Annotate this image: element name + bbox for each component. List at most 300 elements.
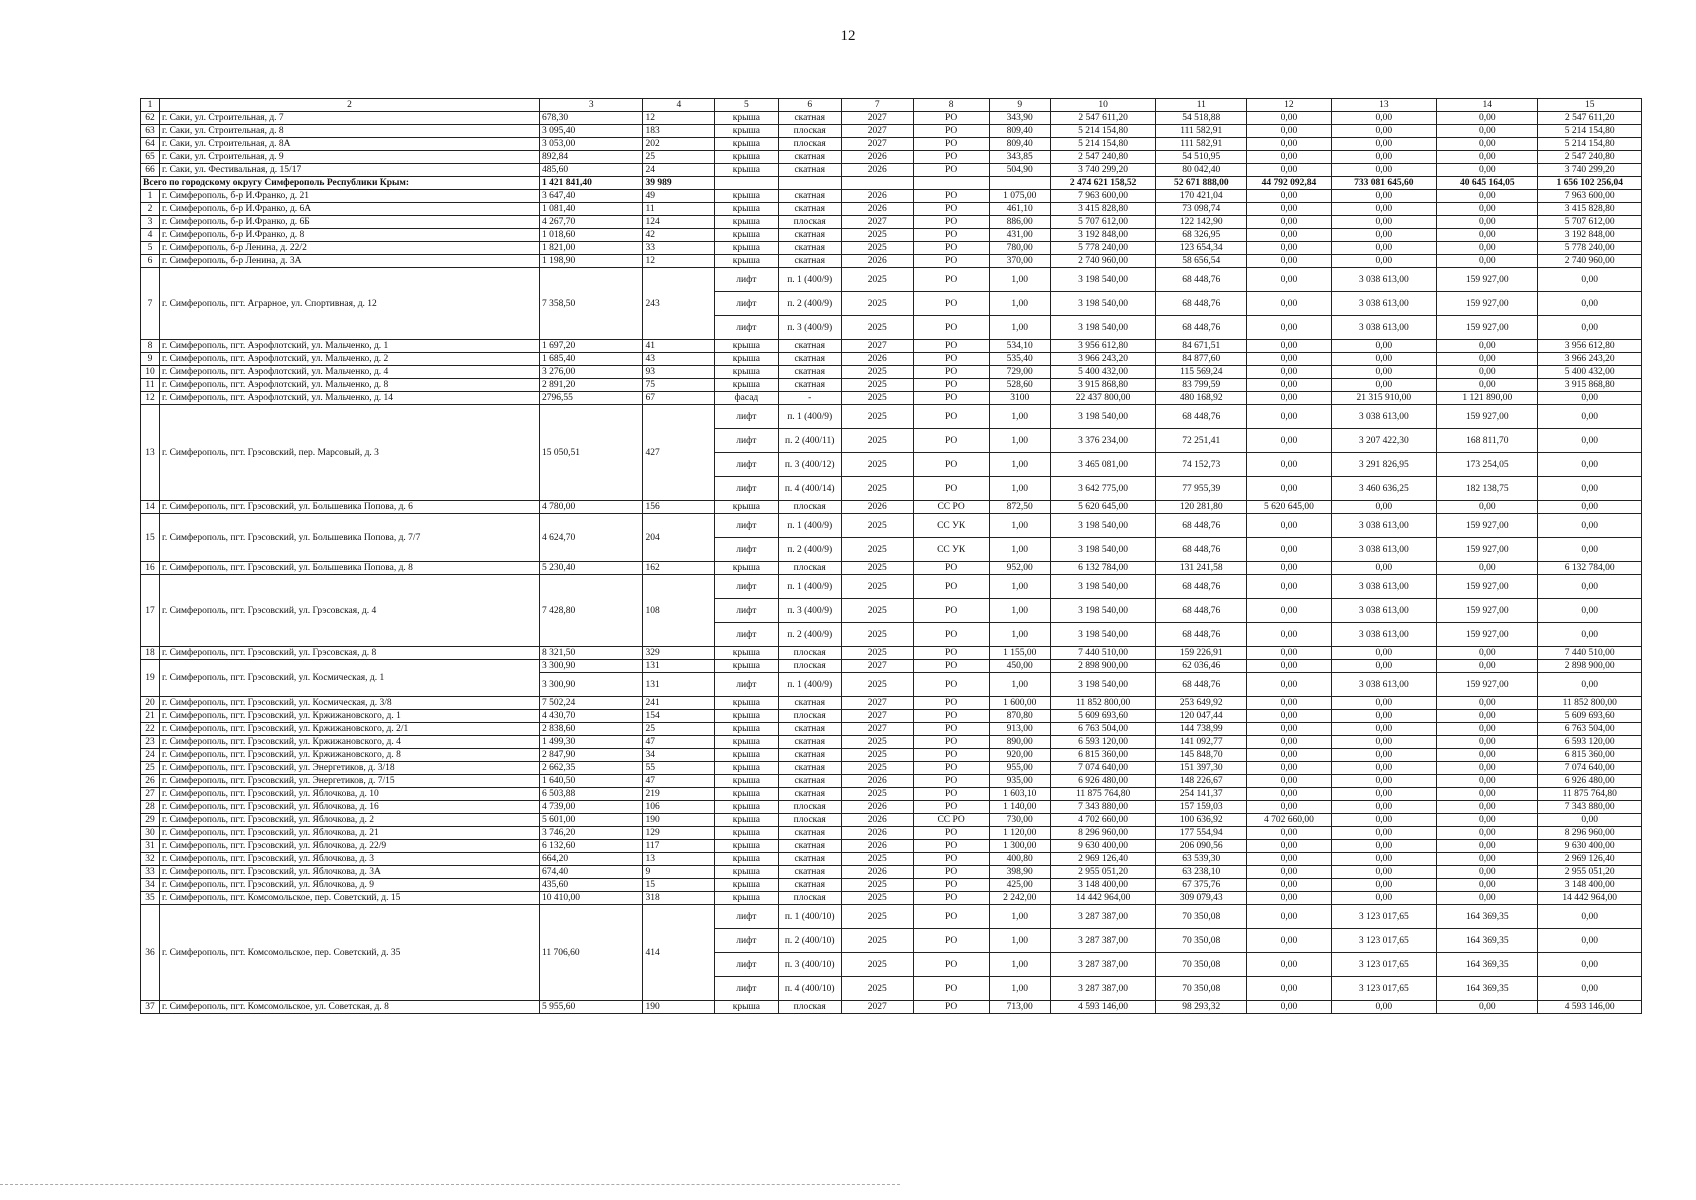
work-type-cell: крыша	[715, 647, 778, 660]
work-subtype-cell: п. 1 (400/9)	[778, 405, 841, 429]
total-area-cell: 3 095,40	[540, 125, 643, 138]
volume-cell: 1,00	[989, 977, 1050, 1001]
work-subtype-cell: скатная	[778, 762, 841, 775]
work-type-cell: лифт	[715, 538, 778, 562]
unit-cost-cell: 148 226,67	[1156, 775, 1247, 788]
table-row	[141, 814, 1642, 827]
owner-funds-cell: 0,00	[1247, 977, 1331, 1001]
column-number-header: 4	[643, 99, 715, 112]
regional-funds-cell: 159 927,00	[1437, 599, 1538, 623]
operator-funds-cell: 2 547 611,20	[1538, 112, 1642, 125]
federal-funds-cell: 0,00	[1331, 788, 1437, 801]
unit-cost-cell: 63 238,10	[1156, 866, 1247, 879]
owner-funds-cell: 0,00	[1247, 340, 1331, 353]
unit-cost-cell: 111 582,91	[1156, 125, 1247, 138]
unit-cost-cell: 63 539,30	[1156, 853, 1247, 866]
table-row	[141, 1001, 1642, 1014]
work-type-cell: крыша	[715, 216, 778, 229]
row-number: 14	[141, 501, 160, 514]
regional-funds-cell: 173 254,05	[1437, 453, 1538, 477]
regional-funds-cell: 0,00	[1437, 749, 1538, 762]
fund-method-cell: РО	[913, 953, 989, 977]
work-type-cell: крыша	[715, 164, 778, 177]
residents-cell: 33	[643, 242, 715, 255]
owner-funds-cell: 0,00	[1247, 268, 1331, 292]
work-type-cell: крыша	[715, 749, 778, 762]
work-subtype-cell: п. 2 (400/9)	[778, 292, 841, 316]
volume-cell: 1,00	[989, 673, 1050, 697]
volume-cell: 1 120,00	[989, 827, 1050, 840]
volume-cell: 1 603,10	[989, 788, 1050, 801]
unit-cost-cell: 70 350,08	[1156, 953, 1247, 977]
unit-cost-cell: 480 168,92	[1156, 392, 1247, 405]
federal-funds-cell: 3 038 613,00	[1331, 316, 1437, 340]
fund-method-cell: РО	[913, 710, 989, 723]
fund-method-cell: РО	[913, 827, 989, 840]
volume-cell: 1,00	[989, 538, 1050, 562]
regional-funds-cell: 159 927,00	[1437, 538, 1538, 562]
unit-cost-cell: 122 142,90	[1156, 216, 1247, 229]
year-cell: 2027	[841, 138, 913, 151]
total-area-cell: 5 601,00	[540, 814, 643, 827]
column-number-header: 1	[141, 99, 160, 112]
operator-funds-cell: 5 609 693,60	[1538, 710, 1642, 723]
fund-method-cell: РО	[913, 723, 989, 736]
volume-cell: 534,10	[989, 340, 1050, 353]
year-cell: 2025	[841, 929, 913, 953]
owner-funds-cell: 5 620 645,00	[1247, 501, 1331, 514]
operator-funds-cell: 2 955 051,20	[1538, 866, 1642, 879]
residents-cell: 202	[643, 138, 715, 151]
work-type-cell: крыша	[715, 562, 778, 575]
total-people: 39 989	[643, 177, 715, 190]
year-cell: 2027	[841, 216, 913, 229]
unit-cost-cell: 115 569,24	[1156, 366, 1247, 379]
fund-method-cell: РО	[913, 929, 989, 953]
row-number: 18	[141, 647, 160, 660]
fund-method-cell: РО	[913, 599, 989, 623]
cost-cell: 5 707 612,00	[1050, 216, 1156, 229]
total-area-cell: 6 132,60	[540, 840, 643, 853]
volume-cell: 809,40	[989, 125, 1050, 138]
work-subtype-cell: плоская	[778, 801, 841, 814]
fund-method-cell: РО	[913, 151, 989, 164]
table-row	[141, 255, 1642, 268]
year-cell: 2025	[841, 429, 913, 453]
total-area-cell: 1 697,20	[540, 340, 643, 353]
fund-method-cell: РО	[913, 892, 989, 905]
table-body	[141, 99, 1642, 1014]
operator-funds-cell: 5 778 240,00	[1538, 242, 1642, 255]
operator-funds-cell: 0,00	[1538, 501, 1642, 514]
address-cell: г. Симферополь, пгт. Комсомольское, ул. Советская, д. 8	[160, 1001, 540, 1014]
work-subtype-cell: скатная	[778, 853, 841, 866]
cost-cell: 3 198 540,00	[1050, 538, 1156, 562]
total-area-cell: 8 321,50	[540, 647, 643, 660]
work-subtype-cell: п. 2 (400/11)	[778, 429, 841, 453]
federal-funds-cell: 0,00	[1331, 840, 1437, 853]
volume-cell: 935,00	[989, 775, 1050, 788]
total-area-cell: 7 428,80	[540, 575, 643, 647]
federal-funds-cell: 3 038 613,00	[1331, 623, 1437, 647]
fund-method-cell: РО	[913, 340, 989, 353]
work-type-cell: крыша	[715, 827, 778, 840]
work-subtype-cell: п. 1 (400/9)	[778, 575, 841, 599]
federal-funds-cell: 3 038 613,00	[1331, 599, 1437, 623]
table-row	[141, 892, 1642, 905]
table-row	[141, 125, 1642, 138]
operator-funds-cell: 6 926 480,00	[1538, 775, 1642, 788]
year-cell: 2025	[841, 366, 913, 379]
work-type-cell: крыша	[715, 892, 778, 905]
owner-funds-cell: 0,00	[1247, 673, 1331, 697]
address-cell: г. Симферополь, пгт. Грэсовский, ул. Кржижановского, д. 2/1	[160, 723, 540, 736]
total-area-cell: 4 267,70	[540, 216, 643, 229]
volume-cell: 1,00	[989, 623, 1050, 647]
unit-cost-cell: 170 421,04	[1156, 190, 1247, 203]
total-label: Всего по городскому округу Симферополь Республики Крым:	[141, 177, 540, 190]
owner-funds-cell: 0,00	[1247, 710, 1331, 723]
total-area-cell: 6 503,88	[540, 788, 643, 801]
regional-funds-cell: 0,00	[1437, 138, 1538, 151]
work-subtype-cell: скатная	[778, 112, 841, 125]
row-number: 13	[141, 405, 160, 501]
column-number-header: 14	[1437, 99, 1538, 112]
fund-method-cell: СС УК	[913, 514, 989, 538]
cost-cell: 8 296 960,00	[1050, 827, 1156, 840]
federal-funds-cell: 0,00	[1331, 242, 1437, 255]
residents-cell: 15	[643, 879, 715, 892]
year-cell: 2026	[841, 255, 913, 268]
year-cell: 2026	[841, 866, 913, 879]
table-row	[141, 647, 1642, 660]
volume-cell: 370,00	[989, 255, 1050, 268]
table-row	[141, 501, 1642, 514]
regional-funds-cell: 0,00	[1437, 190, 1538, 203]
unit-cost-cell: 111 582,91	[1156, 138, 1247, 151]
cost-cell: 3 415 828,80	[1050, 203, 1156, 216]
owner-funds-cell: 0,00	[1247, 1001, 1331, 1014]
unit-cost-cell: 70 350,08	[1156, 905, 1247, 929]
work-type-cell: лифт	[715, 514, 778, 538]
regional-funds-cell: 0,00	[1437, 203, 1538, 216]
regional-funds-cell: 0,00	[1437, 775, 1538, 788]
year-cell: 2025	[841, 749, 913, 762]
owner-funds-cell: 0,00	[1247, 853, 1331, 866]
regional-funds-cell: 0,00	[1437, 353, 1538, 366]
unit-cost-cell: 68 448,76	[1156, 268, 1247, 292]
year-cell: 2025	[841, 853, 913, 866]
fund-method-cell: РО	[913, 379, 989, 392]
table-row	[141, 366, 1642, 379]
owner-funds-cell: 0,00	[1247, 562, 1331, 575]
owner-funds-cell: 0,00	[1247, 255, 1331, 268]
regional-funds-cell: 1 121 890,00	[1437, 392, 1538, 405]
owner-funds-cell: 0,00	[1247, 736, 1331, 749]
table-row	[141, 216, 1642, 229]
work-type-cell: лифт	[715, 292, 778, 316]
address-cell: г. Симферополь, б-р И.Франко, д. 21	[160, 190, 540, 203]
regional-funds-cell: 0,00	[1437, 125, 1538, 138]
federal-funds-cell: 0,00	[1331, 1001, 1437, 1014]
residents-cell: 427	[643, 405, 715, 501]
work-subtype-cell: скатная	[778, 723, 841, 736]
owner-funds-cell: 0,00	[1247, 229, 1331, 242]
owner-funds-cell: 0,00	[1247, 762, 1331, 775]
operator-funds-cell: 2 969 126,40	[1538, 853, 1642, 866]
table-row	[141, 514, 1642, 538]
row-number: 11	[141, 379, 160, 392]
total-area-cell: 3 300,90	[540, 660, 643, 673]
year-cell: 2027	[841, 112, 913, 125]
total-area-cell: 2 891,20	[540, 379, 643, 392]
table-row	[141, 229, 1642, 242]
address-cell: г. Симферополь, пгт. Аграрное, ул. Спортивная, д. 12	[160, 268, 540, 340]
regional-funds-cell: 164 369,35	[1437, 929, 1538, 953]
work-type-cell: крыша	[715, 353, 778, 366]
federal-funds-cell: 0,00	[1331, 255, 1437, 268]
address-cell: г. Симферополь, пгт. Грэсовский, ул. Грэсовская, д. 8	[160, 647, 540, 660]
federal-funds-cell: 0,00	[1331, 164, 1437, 177]
work-subtype-cell: п. 2 (400/10)	[778, 929, 841, 953]
empty-cell	[989, 177, 1050, 190]
owner-funds-cell: 0,00	[1247, 575, 1331, 599]
work-subtype-cell: скатная	[778, 749, 841, 762]
owner-funds-cell: 0,00	[1247, 623, 1331, 647]
fund-method-cell: РО	[913, 775, 989, 788]
address-cell: г. Симферополь, пгт. Аэрофлотский, ул. Мальченко, д. 2	[160, 353, 540, 366]
work-type-cell: лифт	[715, 405, 778, 429]
unit-cost-cell: 54 510,95	[1156, 151, 1247, 164]
owner-funds-cell: 0,00	[1247, 905, 1331, 929]
row-number: 6	[141, 255, 160, 268]
table-header-row	[141, 99, 1642, 112]
cost-cell: 6 815 360,00	[1050, 749, 1156, 762]
work-subtype-cell: п. 3 (400/10)	[778, 953, 841, 977]
federal-funds-cell: 0,00	[1331, 866, 1437, 879]
volume-cell: 343,85	[989, 151, 1050, 164]
operator-funds-cell: 7 074 640,00	[1538, 762, 1642, 775]
total-value: 52 671 888,00	[1156, 177, 1247, 190]
regional-funds-cell: 159 927,00	[1437, 316, 1538, 340]
volume-cell: 431,00	[989, 229, 1050, 242]
address-cell: г. Симферополь, пгт. Грэсовский, ул. Яблочкова, д. 9	[160, 879, 540, 892]
federal-funds-cell: 0,00	[1331, 138, 1437, 151]
operator-funds-cell: 3 966 243,20	[1538, 353, 1642, 366]
row-number: 37	[141, 1001, 160, 1014]
work-subtype-cell: плоская	[778, 562, 841, 575]
address-cell: г. Симферополь, пгт. Грэсовский, ул. Грэсовская, д. 4	[160, 575, 540, 647]
cost-cell: 3 287 387,00	[1050, 953, 1156, 977]
operator-funds-cell: 3 915 868,80	[1538, 379, 1642, 392]
fund-method-cell: РО	[913, 575, 989, 599]
residents-cell: 219	[643, 788, 715, 801]
federal-funds-cell: 0,00	[1331, 814, 1437, 827]
cost-cell: 3 915 868,80	[1050, 379, 1156, 392]
residents-cell: 190	[643, 1001, 715, 1014]
regional-funds-cell: 0,00	[1437, 1001, 1538, 1014]
fund-method-cell: РО	[913, 164, 989, 177]
volume-cell: 2 242,00	[989, 892, 1050, 905]
cost-cell: 7 343 880,00	[1050, 801, 1156, 814]
operator-funds-cell: 0,00	[1538, 392, 1642, 405]
volume-cell: 886,00	[989, 216, 1050, 229]
volume-cell: 1,00	[989, 453, 1050, 477]
residents-cell: 414	[643, 905, 715, 1001]
total-area: 1 421 841,40	[540, 177, 643, 190]
residents-cell: 67	[643, 392, 715, 405]
total-area-cell: 5 955,60	[540, 1001, 643, 1014]
address-cell: г. Симферополь, пгт. Грэсовский, ул. Кржижановского, д. 8	[160, 749, 540, 762]
operator-funds-cell: 0,00	[1538, 453, 1642, 477]
operator-funds-cell: 7 963 600,00	[1538, 190, 1642, 203]
unit-cost-cell: 100 636,92	[1156, 814, 1247, 827]
volume-cell: 3100	[989, 392, 1050, 405]
cost-cell: 2 547 611,20	[1050, 112, 1156, 125]
owner-funds-cell: 0,00	[1247, 840, 1331, 853]
table-row	[141, 164, 1642, 177]
residents-cell: 47	[643, 775, 715, 788]
unit-cost-cell: 80 042,40	[1156, 164, 1247, 177]
volume-cell: 872,50	[989, 501, 1050, 514]
regional-funds-cell: 0,00	[1437, 827, 1538, 840]
volume-cell: 1,00	[989, 929, 1050, 953]
regional-funds-cell: 164 369,35	[1437, 905, 1538, 929]
regional-funds-cell: 0,00	[1437, 879, 1538, 892]
regional-funds-cell: 159 927,00	[1437, 268, 1538, 292]
fund-method-cell: РО	[913, 879, 989, 892]
total-area-cell: 435,60	[540, 879, 643, 892]
total-area-cell: 3 053,00	[540, 138, 643, 151]
total-area-cell: 485,60	[540, 164, 643, 177]
owner-funds-cell: 0,00	[1247, 749, 1331, 762]
address-cell: г. Симферополь, пгт. Грэсовский, ул. Яблочкова, д. 3	[160, 853, 540, 866]
column-number-header: 3	[540, 99, 643, 112]
fund-method-cell: РО	[913, 138, 989, 151]
federal-funds-cell: 3 123 017,65	[1331, 929, 1437, 953]
empty-cell	[715, 177, 778, 190]
operator-funds-cell: 0,00	[1538, 977, 1642, 1001]
table-row	[141, 242, 1642, 255]
fund-method-cell: РО	[913, 366, 989, 379]
operator-funds-cell: 6 763 504,00	[1538, 723, 1642, 736]
residents-cell: 41	[643, 340, 715, 353]
owner-funds-cell: 0,00	[1247, 929, 1331, 953]
cost-cell: 2 547 240,80	[1050, 151, 1156, 164]
footer-divider	[0, 1184, 900, 1185]
owner-funds-cell: 0,00	[1247, 190, 1331, 203]
cost-cell: 7 074 640,00	[1050, 762, 1156, 775]
total-area-cell: 7 358,50	[540, 268, 643, 340]
row-number: 64	[141, 138, 160, 151]
regional-funds-cell: 0,00	[1437, 255, 1538, 268]
unit-cost-cell: 83 799,59	[1156, 379, 1247, 392]
unit-cost-cell: 68 448,76	[1156, 599, 1247, 623]
row-number: 65	[141, 151, 160, 164]
work-subtype-cell: скатная	[778, 697, 841, 710]
operator-funds-cell: 0,00	[1538, 814, 1642, 827]
address-cell: г. Симферополь, б-р Ленина, д. 3А	[160, 255, 540, 268]
row-number: 19	[141, 660, 160, 697]
total-area-cell: 5 230,40	[540, 562, 643, 575]
cost-cell: 3 198 540,00	[1050, 514, 1156, 538]
year-cell: 2025	[841, 736, 913, 749]
row-number: 21	[141, 710, 160, 723]
work-type-cell: лифт	[715, 977, 778, 1001]
owner-funds-cell: 0,00	[1247, 866, 1331, 879]
row-number: 27	[141, 788, 160, 801]
volume-cell: 1,00	[989, 429, 1050, 453]
operator-funds-cell: 6 815 360,00	[1538, 749, 1642, 762]
row-number: 2	[141, 203, 160, 216]
work-type-cell: крыша	[715, 762, 778, 775]
year-cell: 2026	[841, 801, 913, 814]
address-cell: г. Саки, ул. Строительная, д. 8А	[160, 138, 540, 151]
regional-funds-cell: 0,00	[1437, 697, 1538, 710]
address-cell: г. Симферополь, пгт. Грэсовский, ул. Энергетиков, д. 7/15	[160, 775, 540, 788]
fund-method-cell: СС РО	[913, 814, 989, 827]
fund-method-cell: СС УК	[913, 538, 989, 562]
volume-cell: 955,00	[989, 762, 1050, 775]
column-number-header: 8	[913, 99, 989, 112]
work-type-cell: крыша	[715, 340, 778, 353]
fund-method-cell: РО	[913, 562, 989, 575]
operator-funds-cell: 0,00	[1538, 953, 1642, 977]
regional-funds-cell: 159 927,00	[1437, 292, 1538, 316]
volume-cell: 913,00	[989, 723, 1050, 736]
work-type-cell: крыша	[715, 151, 778, 164]
cost-cell: 3 956 612,80	[1050, 340, 1156, 353]
unit-cost-cell: 68 326,95	[1156, 229, 1247, 242]
work-type-cell: крыша	[715, 801, 778, 814]
address-cell: г. Симферополь, пгт. Аэрофлотский, ул. Мальченко, д. 4	[160, 366, 540, 379]
work-type-cell: лифт	[715, 453, 778, 477]
owner-funds-cell: 0,00	[1247, 827, 1331, 840]
unit-cost-cell: 120 047,44	[1156, 710, 1247, 723]
total-row	[141, 177, 1642, 190]
work-subtype-cell: -	[778, 392, 841, 405]
address-cell: г. Симферополь, б-р И.Франко, д. 8	[160, 229, 540, 242]
federal-funds-cell: 0,00	[1331, 366, 1437, 379]
table-row	[141, 340, 1642, 353]
unit-cost-cell: 254 141,37	[1156, 788, 1247, 801]
row-number: 30	[141, 827, 160, 840]
work-subtype-cell: п. 2 (400/9)	[778, 538, 841, 562]
residents-cell: 318	[643, 892, 715, 905]
residents-cell: 129	[643, 827, 715, 840]
work-subtype-cell: скатная	[778, 151, 841, 164]
owner-funds-cell: 0,00	[1247, 292, 1331, 316]
table-row	[141, 801, 1642, 814]
year-cell: 2025	[841, 538, 913, 562]
total-value: 44 792 092,84	[1247, 177, 1331, 190]
federal-funds-cell: 0,00	[1331, 801, 1437, 814]
row-number: 32	[141, 853, 160, 866]
work-subtype-cell: плоская	[778, 138, 841, 151]
operator-funds-cell: 5 214 154,80	[1538, 125, 1642, 138]
volume-cell: 780,00	[989, 242, 1050, 255]
owner-funds-cell: 0,00	[1247, 647, 1331, 660]
address-cell: г. Симферополь, пгт. Грэсовский, ул. Космическая, д. 1	[160, 660, 540, 697]
federal-funds-cell: 3 038 613,00	[1331, 514, 1437, 538]
owner-funds-cell: 0,00	[1247, 151, 1331, 164]
year-cell: 2025	[841, 477, 913, 501]
unit-cost-cell: 253 649,92	[1156, 697, 1247, 710]
address-cell: г. Симферополь, пгт. Грэсовский, ул. Энергетиков, д. 3/18	[160, 762, 540, 775]
cost-cell: 11 875 764,80	[1050, 788, 1156, 801]
residents-cell: 12	[643, 112, 715, 125]
work-subtype-cell: скатная	[778, 353, 841, 366]
